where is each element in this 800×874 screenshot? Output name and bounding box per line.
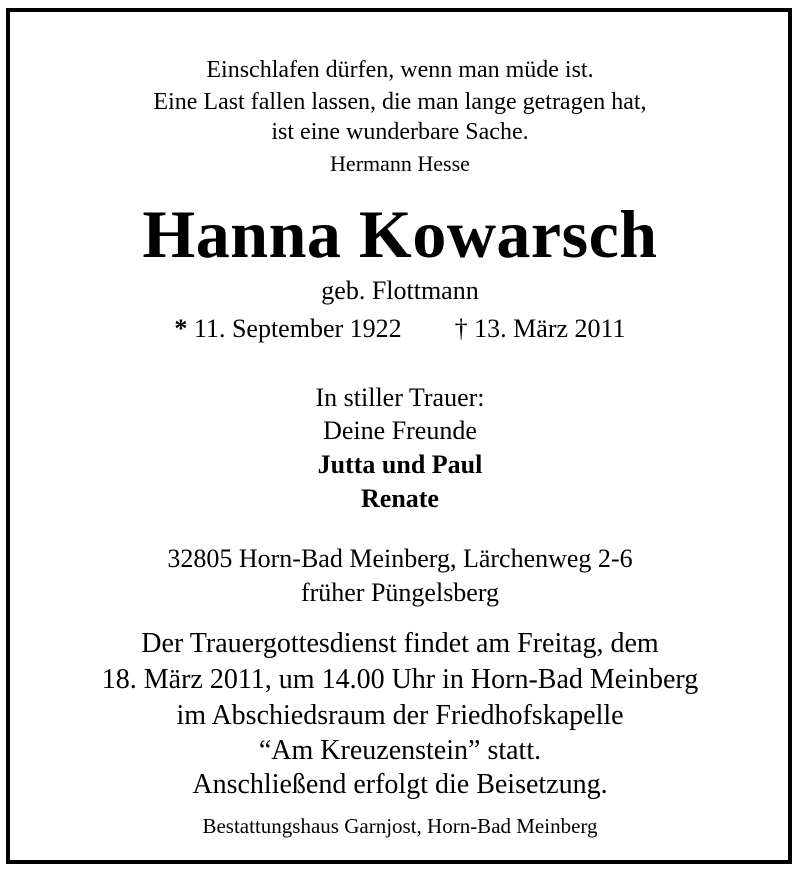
life-dates (0, 316, 800, 342)
mourner-name: Jutta und Paul (317, 450, 483, 479)
service-line-2: 18. März 2011, um 14.00 Uhr in Horn-Bad Meinberg (101, 664, 699, 695)
birth-name: geb. Flottmann (321, 276, 479, 305)
address-line-1: 32805 Horn-Bad Meinberg, Lärchenweg 2-6 (167, 544, 633, 573)
death-date: 13. März 2011 (474, 314, 626, 343)
born-symbol: * (174, 314, 188, 343)
mourning-intro: In stiller Trauer: (315, 383, 485, 412)
mourners-group: Deine Freunde (323, 416, 477, 445)
service-line-4: “Am Kreuzenstein” statt. (258, 735, 542, 766)
quote-line-3: ist eine wunderbare Sache. (271, 119, 529, 145)
quote-line-2: Eine Last fallen lassen, die man lange getragen hat, (153, 89, 647, 115)
address-line-2: früher Püngelsberg (300, 578, 500, 607)
deceased-name: Hanna Kowarsch (142, 196, 658, 272)
death-symbol: † (454, 314, 468, 343)
mourner-name: Renate (361, 484, 439, 513)
funeral-home: Bestattungshaus Garnjost, Horn-Bad Meinberg (202, 814, 598, 838)
quote-line-1: Einschlafen dürfen, wenn man müde ist. (206, 57, 594, 83)
service-line-5: Anschließend erfolgt die Beisetzung. (192, 769, 608, 800)
service-line-3: im Abschiedsraum der Friedhofskapelle (176, 700, 624, 731)
quote-author: Hermann Hesse (330, 151, 470, 176)
service-line-1: Der Trauergottesdienst findet am Freitag, dem (141, 628, 659, 659)
birth-date: 11. September 1922 (193, 314, 402, 343)
